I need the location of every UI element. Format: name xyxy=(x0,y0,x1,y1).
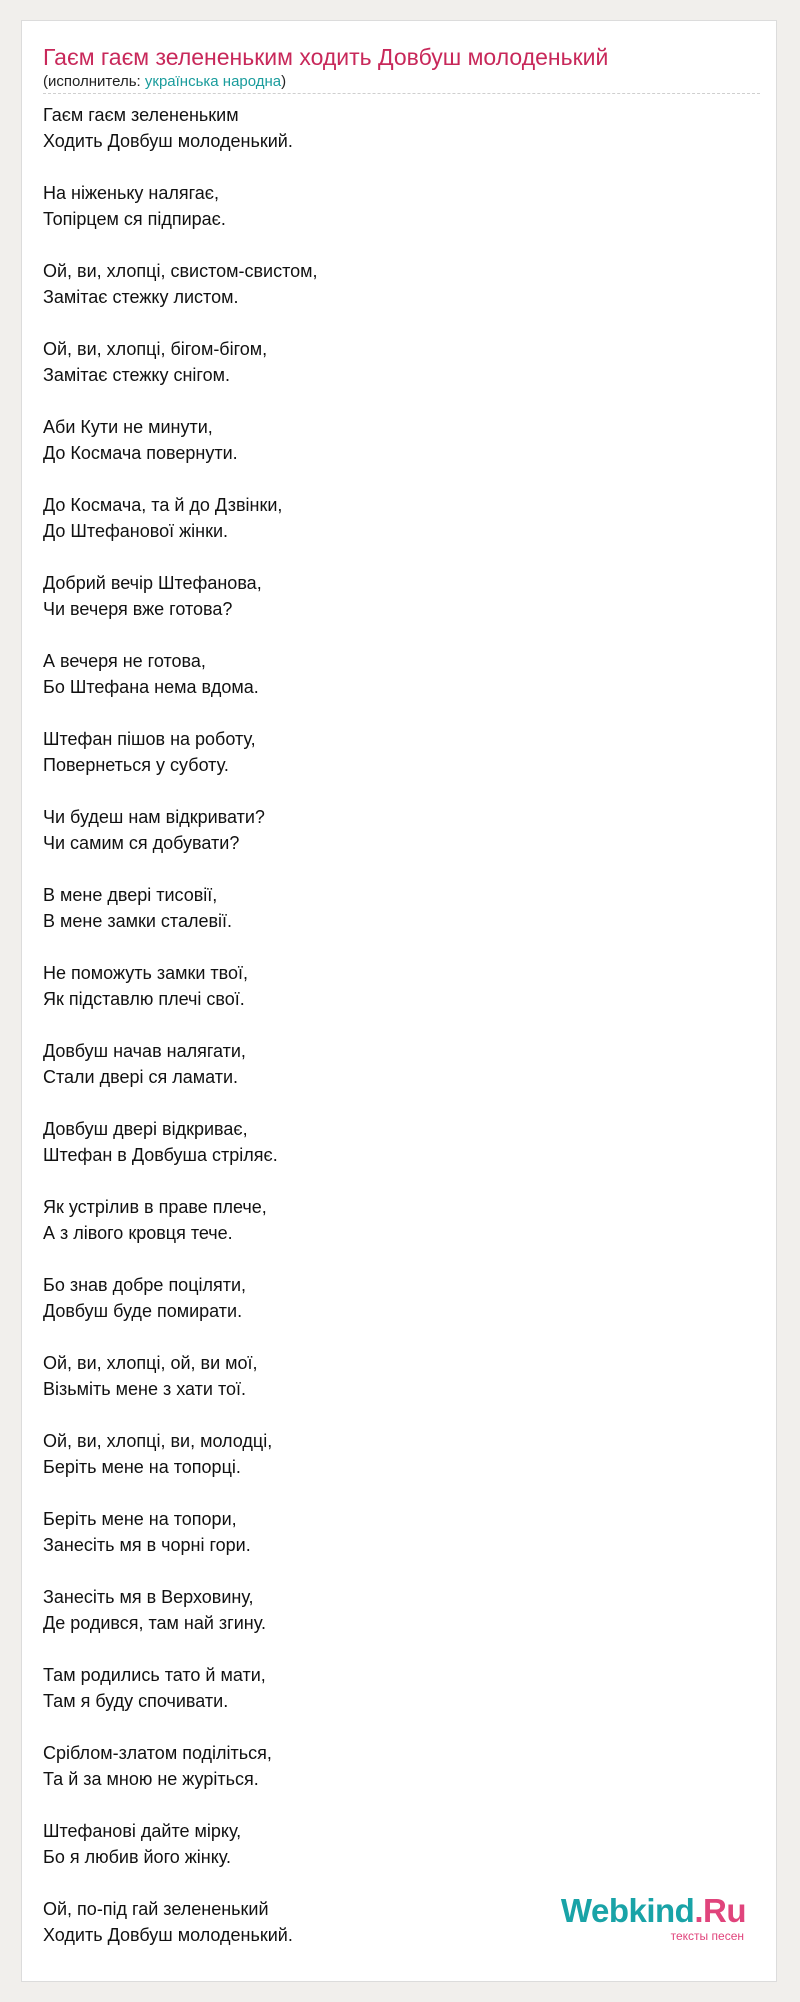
lyrics-stanza xyxy=(43,1506,743,1558)
lyrics-stanza xyxy=(43,882,743,934)
lyrics-line: А вечеря не готова, xyxy=(43,651,206,671)
lyrics-line: Сріблом-златом поділіться, xyxy=(43,1743,272,1763)
lyrics-line: Довбуш буде помирати. xyxy=(43,1301,243,1321)
lyrics-line: Там я буду спочивати. xyxy=(43,1691,229,1711)
lyrics-stanza xyxy=(43,492,743,544)
lyrics-line: Беріть мене на топори, xyxy=(43,1509,237,1529)
lyrics-line: Як підставлю плечі свої. xyxy=(43,989,245,1009)
lyrics-line: Бо Штефана нема вдома. xyxy=(43,677,259,697)
webkind-logo[interactable] xyxy=(556,1891,746,1945)
lyrics-line: До Космача повернути. xyxy=(43,443,238,463)
lyrics-line: Штефан в Довбуша стріляє. xyxy=(43,1145,278,1165)
lyrics-line: Штефанові дайте мірку, xyxy=(43,1821,242,1841)
logo-brand: Webkind xyxy=(560,1892,695,1929)
lyrics-line: Не поможуть замки твої, xyxy=(43,963,249,983)
lyrics-stanza xyxy=(43,1350,743,1402)
lyrics-stanza xyxy=(43,648,743,700)
lyrics-line: Добрий вечір Штефанова, xyxy=(43,573,262,593)
lyrics-line: Бо я любив його жінку. xyxy=(43,1847,232,1867)
lyrics-line: Гаєм гаєм зелененьким xyxy=(43,105,239,125)
song-title: Гаєм гаєм зелененьким ходить Довбуш молоденький xyxy=(43,44,609,70)
lyrics-line: Довбуш двері відкриває, xyxy=(43,1119,248,1139)
lyrics-line: Як устрілив в праве плече, xyxy=(43,1197,267,1217)
lyrics-stanza xyxy=(43,726,743,778)
lyrics-stanza xyxy=(43,1740,743,1792)
lyrics-line: Замітає стежку листом. xyxy=(43,287,239,307)
lyrics-stanza xyxy=(43,804,743,856)
lyrics-stanza xyxy=(43,258,743,310)
lyrics-line: Замітає стежку снігом. xyxy=(43,365,230,385)
lyrics-line: До Штефанової жінки. xyxy=(43,521,229,541)
header-divider xyxy=(43,93,760,94)
lyrics-line: А з лівого кровця тече. xyxy=(43,1223,233,1243)
lyrics-line: Ходить Довбуш молоденький. xyxy=(43,131,293,151)
lyrics-line: Повернеться у суботу. xyxy=(43,755,229,775)
lyrics-line: Топірцем ся підпирає. xyxy=(43,209,226,229)
lyrics-stanza xyxy=(43,1038,743,1090)
lyrics-stanza xyxy=(43,1116,743,1168)
lyrics-stanza xyxy=(43,960,743,1012)
lyrics-line: Ой, ви, хлопці, ой, ви мої, xyxy=(43,1353,258,1373)
lyrics-line: Штефан пішов на роботу, xyxy=(43,729,256,749)
lyrics-line: До Космача, та й до Дзвінки, xyxy=(43,495,283,515)
lyrics-stanza xyxy=(43,180,743,232)
lyrics-line: Візьміть мене з хати тої. xyxy=(43,1379,246,1399)
lyrics-stanza xyxy=(43,1428,743,1480)
lyrics-line: Ой, ви, хлопці, бігом-бігом, xyxy=(43,339,268,359)
lyrics-line: В мене двері тисовії, xyxy=(43,885,218,905)
lyrics-line: Бо знав добре поціляти, xyxy=(43,1275,247,1295)
lyrics-stanza xyxy=(43,570,743,622)
lyrics-stanza xyxy=(43,1194,743,1246)
lyrics-line: Чи будеш нам відкривати? xyxy=(43,807,265,827)
lyrics-line: Ходить Довбуш молоденький. xyxy=(43,1925,293,1945)
lyrics-stanza xyxy=(43,414,743,466)
lyrics-line: В мене замки сталевії. xyxy=(43,911,233,931)
lyrics-line: Аби Кути не минути, xyxy=(43,417,213,437)
lyrics-line: Та й за мною не журіться. xyxy=(43,1769,259,1789)
lyrics-line: Стали двері ся ламати. xyxy=(43,1067,239,1087)
performer-prefix: (исполнитель: xyxy=(43,73,145,90)
lyrics-line: Чи вечеря вже готова? xyxy=(43,599,233,619)
lyrics-line: Ой, по-під гай зелененький xyxy=(43,1899,269,1919)
lyrics-line: На ніженьку налягає, xyxy=(43,183,219,203)
lyrics-line: Де родився, там най згину. xyxy=(43,1613,266,1633)
lyrics-stanza xyxy=(43,336,743,388)
content-card xyxy=(21,20,777,1982)
lyrics-line: Занесіть мя в Верховину, xyxy=(43,1587,254,1607)
logo-wordmark xyxy=(561,1891,746,1931)
lyrics-stanza xyxy=(43,1272,743,1324)
lyrics-stanza xyxy=(43,1818,743,1870)
lyrics-stanza xyxy=(43,1584,743,1636)
lyrics-line: Ой, ви, хлопці, ви, молодці, xyxy=(43,1431,273,1451)
lyrics-line: Ой, ви, хлопці, свистом-свистом, xyxy=(43,261,318,281)
lyrics-stanza xyxy=(43,1662,743,1714)
lyrics-stanza xyxy=(43,102,743,154)
lyrics-line: Занесіть мя в чорні гори. xyxy=(43,1535,251,1555)
logo-tld: .Ru xyxy=(694,1892,746,1929)
lyrics-line: Довбуш начав налягати, xyxy=(43,1041,246,1061)
performer-suffix: ) xyxy=(281,73,287,90)
performer-link[interactable]: українська народна xyxy=(144,73,282,90)
lyrics-line: Чи самим ся добувати? xyxy=(43,833,240,853)
logo-tagline: тексты песен xyxy=(670,1929,744,1943)
lyrics-line: Беріть мене на топорці. xyxy=(43,1457,241,1477)
lyrics-body xyxy=(43,102,743,1974)
performer-line xyxy=(43,72,286,92)
lyrics-line: Там родились тато й мати, xyxy=(43,1665,266,1685)
